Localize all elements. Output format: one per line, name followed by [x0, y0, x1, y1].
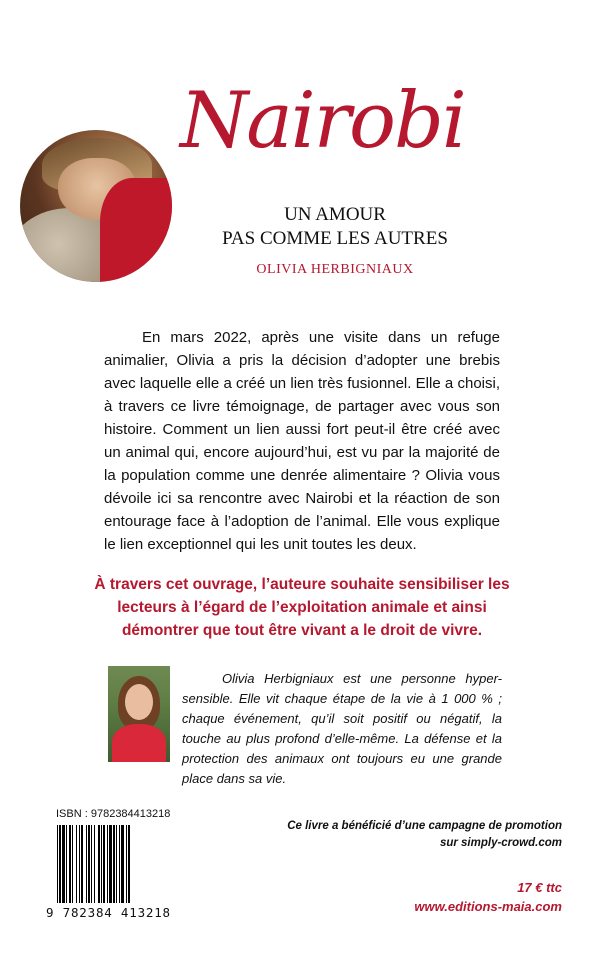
barcode-bar	[62, 825, 65, 903]
barcode-bar	[101, 825, 102, 903]
barcode-bar	[57, 825, 58, 903]
barcode-bar	[72, 825, 73, 903]
book-title: Nairobi	[180, 76, 465, 166]
barcode-bar	[91, 825, 92, 903]
book-subtitle	[170, 203, 500, 251]
publisher-website: www.editions-maia.com	[414, 899, 562, 914]
barcode-bar	[126, 825, 127, 903]
barcode-bar	[103, 825, 105, 903]
promo-line-2: sur simply-crowd.com	[439, 837, 562, 849]
price: 17 € ttc	[517, 880, 562, 895]
author-bio	[182, 669, 502, 789]
barcode-bar	[113, 825, 115, 903]
cover-photo-woman-with-sheep	[20, 130, 172, 282]
barcode-bar	[86, 825, 87, 903]
subtitle-line-2: PAS COMME LES AUTRES	[222, 228, 448, 249]
barcode	[56, 825, 168, 903]
promo-note	[242, 818, 562, 852]
barcode-bar	[107, 825, 108, 903]
barcode-bar	[88, 825, 90, 903]
promo-line-1: Ce livre a bénéficié d’une campagne de promotion	[287, 820, 562, 832]
barcode-bar	[69, 825, 71, 903]
author-name: OLIVIA HERBIGNIAUX	[256, 262, 414, 277]
barcode-bar	[119, 825, 120, 903]
barcode-bar	[116, 825, 117, 903]
author-photo	[108, 666, 170, 762]
author-top-shape	[112, 724, 166, 762]
barcode-bar	[94, 825, 95, 903]
isbn-label: ISBN : 9782384413218	[56, 808, 171, 820]
barcode-bar	[128, 825, 130, 903]
barcode-bar	[59, 825, 61, 903]
synopsis-text: En mars 2022, après une visite dans un refuge animalier, Olivia a pris la décision d’adopter une brebis avec laquelle elle a créé un lien très fusionnel. Elle a choisi, à travers ce livre témoignage, de partager avec vous son histoire. Comment un lien aussi fort peut-il être créé avec un animal qui, encore aujourd’hui, est vu par la majorité de la population comme une denrée alimentaire ? Olivia vous dévoile ici sa rencontre avec Nairobi et la réaction de son entourage face à l’adoption de l’animal. Elle vous explique le lien exceptionnel qui les unit toutes les deux.	[104, 329, 500, 553]
barcode-bar	[79, 825, 80, 903]
synopsis-paragraph	[104, 326, 500, 556]
barcode-bar	[76, 825, 77, 903]
shirt-shape	[100, 178, 172, 282]
highlight-paragraph: À travers cet ouvrage, l’auteure souhaite sensibiliser les lecteurs à l’égard de l’exploitation animale et ainsi démontrer que tout être vivant a le droit de vivre.	[94, 576, 510, 639]
barcode-bar	[98, 825, 100, 903]
subtitle-line-1: UN AMOUR	[284, 204, 386, 225]
barcode-bar	[109, 825, 112, 903]
author-bio-text: Olivia Herbigniaux est une personne hyper-sensible. Elle vit chaque étape de la vie à 1 000 % ; chaque événement, qu’il soit positif ou négatif, la touche au plus profond d’elle-même. La défense et la protection des animaux ont toujours eu une grande place dans sa vie.	[182, 671, 502, 786]
author-face-shape	[125, 684, 153, 720]
barcode-bar	[66, 825, 67, 903]
barcode-bar	[121, 825, 124, 903]
barcode-bar	[81, 825, 83, 903]
barcode-digits: 9 782384 413218	[46, 905, 171, 920]
